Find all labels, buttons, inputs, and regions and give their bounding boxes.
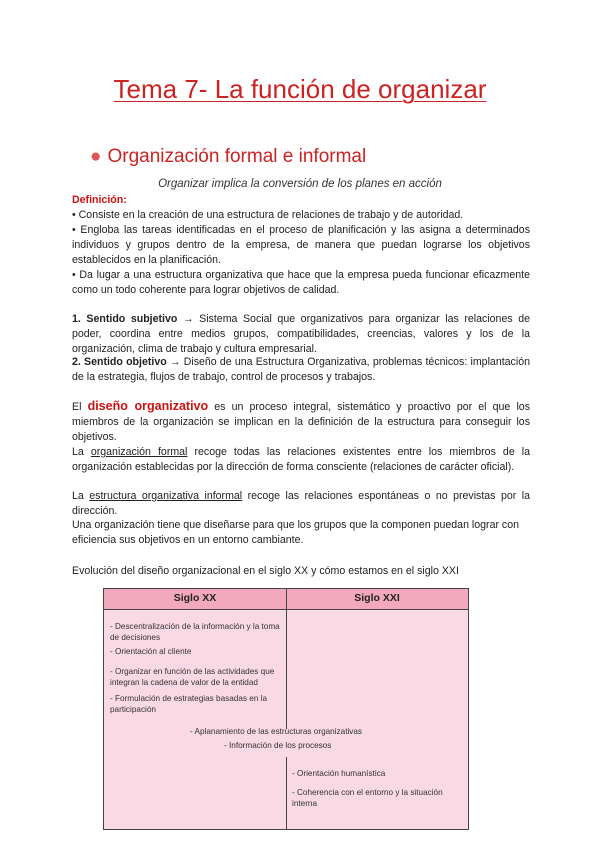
table-cell-item: - Formulación de estrategias basadas en la participación bbox=[110, 694, 268, 714]
table-header-siglo-xx: Siglo XX bbox=[173, 592, 217, 604]
table-cell-item: - Orientación al cliente bbox=[110, 647, 192, 656]
arrow-icon: → bbox=[169, 356, 181, 368]
section-heading-text: Organización formal e informal bbox=[107, 146, 367, 167]
definition-label: Definición: bbox=[72, 194, 127, 206]
bullet-icon: ● bbox=[90, 146, 102, 167]
closing-paragraph: Una organización tiene que diseñarse para que los grupos que la componen puedan lograr con eficiencia sus objetivos en un entorno cambiante. bbox=[72, 519, 520, 546]
table-shared-item: - Aplanamiento de las estructuras organizativas bbox=[190, 727, 363, 736]
section-subtitle: Organizar implica la conversión de los planes en acción bbox=[158, 178, 442, 190]
definition-block bbox=[72, 193, 530, 298]
text-fragment: recoge todas las relaciones existentes entre los miembros de la organización establecidas por la dirección de forma consciente (relaciones de carácter oficial). bbox=[72, 446, 531, 473]
design-paragraph bbox=[72, 399, 530, 445]
text-fragment: El bbox=[72, 401, 82, 413]
table-shared-item: - Información de los procesos bbox=[224, 741, 332, 750]
table-cell-item: - Coherencia con el entorno y la situación interna bbox=[292, 788, 443, 808]
text-fragment: es un proceso integral, sistemático y proactivo por el que los miembros de la organización se implican en la definición de la estructura para conseguir los objetivos. bbox=[72, 401, 530, 443]
informal-term: estructura organizativa informal bbox=[89, 490, 243, 502]
text-fragment: La bbox=[72, 490, 84, 502]
definition-item: • Consiste en la creación de una estructura de relaciones de trabajo y de autoridad. bbox=[72, 209, 464, 221]
table-cell-item: - Organizar en función de las actividades que integran la cadena de valor de la entidad bbox=[110, 667, 275, 687]
table-cell-item: - Descentralización de la información y la toma de decisiones bbox=[110, 622, 280, 642]
sense-label: 2. Sentido objetivo bbox=[72, 356, 167, 368]
informal-paragraph bbox=[72, 489, 530, 519]
text-fragment: recoge las relaciones espontáneas o no previstas por la dirección. bbox=[72, 490, 530, 517]
arrow-icon: → bbox=[182, 313, 194, 325]
section-heading bbox=[90, 146, 366, 168]
table-divider bbox=[286, 757, 287, 829]
design-highlight: diseño organizativo bbox=[87, 399, 209, 413]
sense-text: Diseño de una Estructura Organizativa, problemas técnicos: implantación de la estrategia, flujos de trabajo, control de procesos y trabajos. bbox=[72, 356, 530, 383]
text-fragment: La bbox=[72, 446, 84, 458]
evolution-caption: Evolución del diseño organizacional en el siglo XX y cómo estamos en el siglo XXI bbox=[72, 565, 459, 577]
sense-subjective bbox=[72, 312, 530, 357]
table-divider bbox=[286, 589, 287, 729]
table-cell-item: - Orientación humanística bbox=[292, 769, 386, 778]
definition-item: • Da lugar a una estructura organizativa que hace que la empresa pueda funcionar eficazmente como un todo coherente para lograr objetivos de calidad. bbox=[72, 269, 530, 296]
sense-text: Sistema Social que organizativos para organizar las relaciones de poder, coordina entre medios grupos, compatibilidades, creencias, valores y los de la organización, clima de trabajo y cultura empresarial. bbox=[72, 313, 530, 355]
table-header-siglo-xxi: Siglo XXI bbox=[354, 592, 400, 604]
sense-objective bbox=[72, 355, 530, 385]
sense-label: 1. Sentido subjetivo bbox=[72, 313, 178, 325]
definition-item: • Engloba las tareas identificadas en el proceso de planificación y las asigna a determinados individuos y grupos dentro de la empresa, de manera que puedan lograrse los objetivos establecidos en la planificación. bbox=[72, 224, 530, 266]
page-title: Tema 7- La función de organizar bbox=[113, 74, 487, 104]
formal-paragraph bbox=[72, 445, 530, 475]
formal-term: organización formal bbox=[90, 446, 188, 458]
evolution-table bbox=[103, 588, 469, 830]
